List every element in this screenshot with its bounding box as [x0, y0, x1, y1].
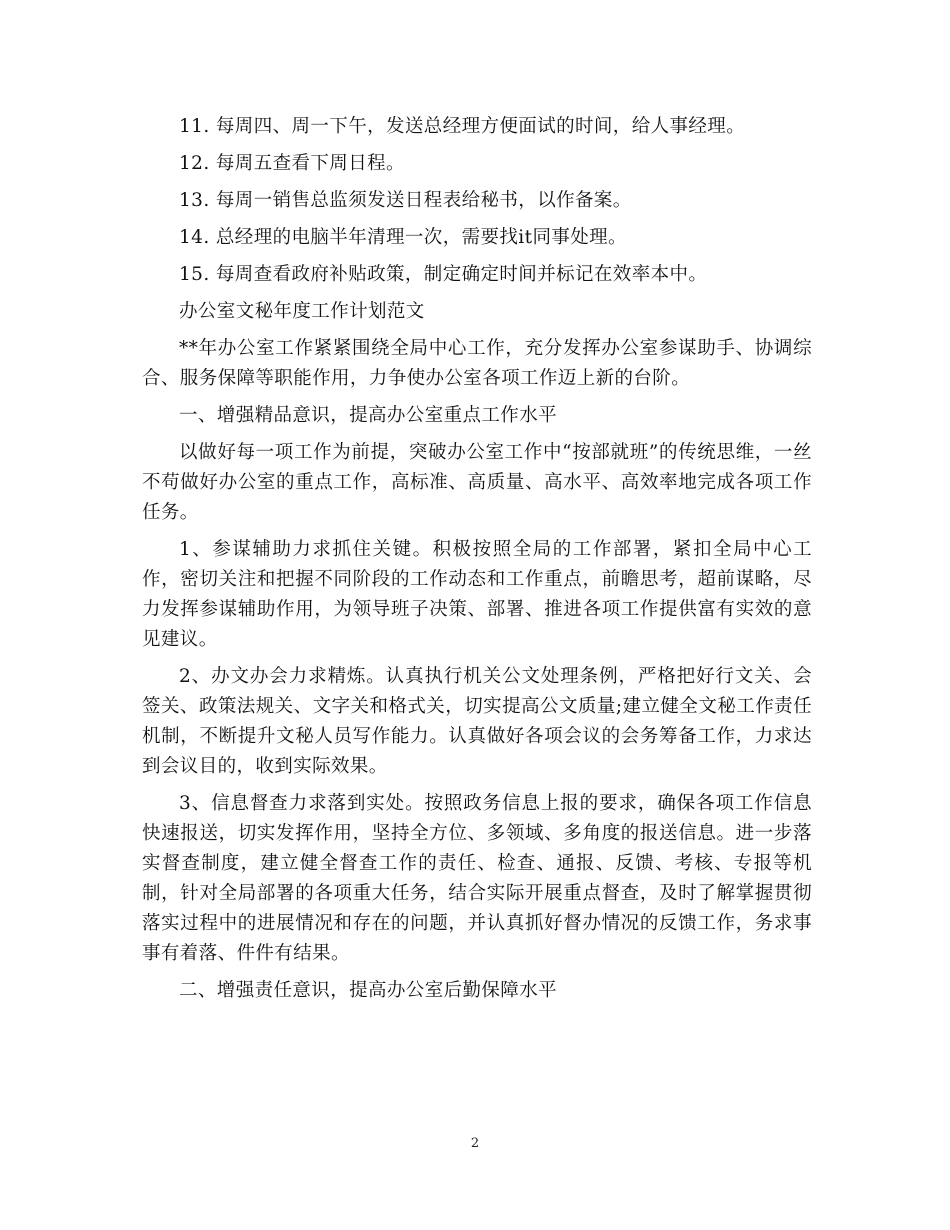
heading-section-one: 一、增强精品意识，提高办公室重点工作水平 — [179, 405, 558, 426]
point-one-paragraph: 1、参谋辅助力求抓住关键。积极按照全局的工作部署，紧扣全局中心工作，密切关注和把握不同阶段的工作动态和工作重点，前瞻思考，超前谋略，尽力发挥参谋辅助作用，为领导班子决策、部署、推进各项工作提供富有实效的意见建议。 — [142, 539, 812, 650]
point-three-paragraph: 3、信息督查力求落到实处。按照政务信息上报的要求，确保各项工作信息快速报送，切实发挥作用，坚持全方位、多领域、多角度的报送信息。进一步落实督查制度，建立健全督查工作的责任、检查、通报、反馈、考核、专报等机制，针对全局部署的各项重大任务，结合实际开展重点督查，及时了解掌握贯彻落实过程中的进展情况和存在的问题，并认真抓好督办情况的反馈工作，务求事事有着落、件件有结果。 — [142, 793, 812, 964]
list-item-13: 13. 每周一销售总监须发送日程表给秘书，以作备案。 — [179, 190, 632, 211]
point-two-paragraph: 2、办文办会力求精炼。认真执行机关公文处理条例，严格把好行文关、会签关、政策法规关、文字关和格式关，切实提高公文质量;建立健全文秘工作责任机制，不断提升文秘人员写作能力。认真做好各项会议的会务筹备工作，力求达到会议目的，收到实际效果。 — [142, 666, 812, 777]
intro-paragraph: **年办公室工作紧紧围绕全局中心工作，充分发挥办公室参谋助手、协调综合、服务保障等职能作用，力争使办公室各项工作迈上新的台阶。 — [142, 338, 812, 389]
list-item-11: 11. 每周四、周一下午，发送总经理方便面试的时间，给人事经理。 — [179, 116, 746, 137]
section-title: 办公室文秘年度工作计划范文 — [179, 301, 425, 322]
page-number: 2 — [470, 1136, 480, 1151]
document-body — [142, 112, 812, 1013]
section-one-paragraph: 以做好每一项工作为前提，突破办公室工作中“按部就班”的传统思维，一丝不苟做好办公室的重点工作，高标准、高质量、高水平、高效率地完成各项工作任务。 — [142, 442, 812, 523]
list-item-12: 12. 每周五查看下周日程。 — [179, 153, 405, 174]
list-item-14: 14. 总经理的电脑半年清理一次，需要找it同事处理。 — [179, 227, 627, 248]
heading-section-two: 二、增强责任意识，提高办公室后勤保障水平 — [179, 980, 558, 1001]
list-item-15: 15. 每周查看政府补贴政策，制定确定时间并标记在效率本中。 — [179, 264, 708, 285]
